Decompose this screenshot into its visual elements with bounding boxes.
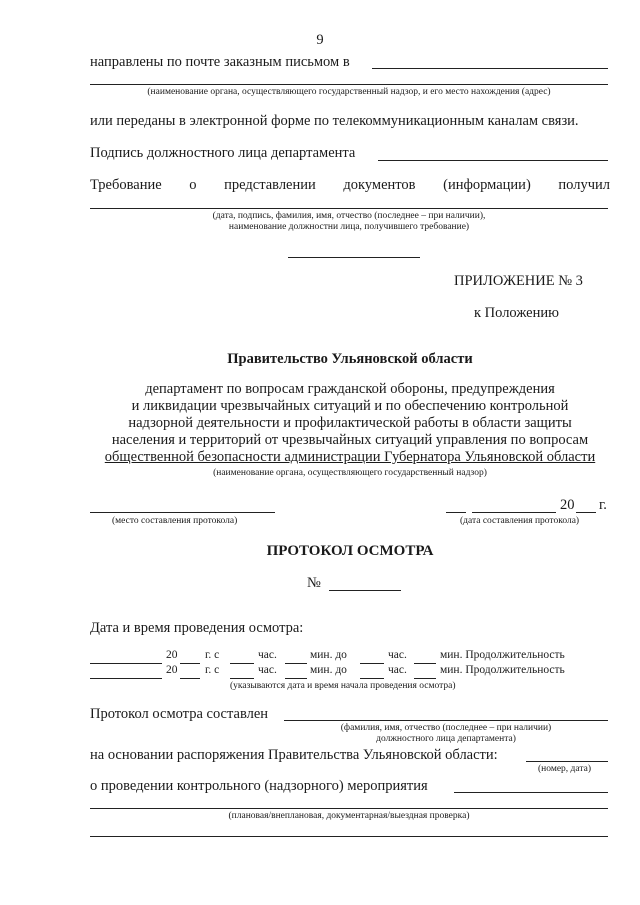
hour-blank: [230, 663, 254, 664]
appendix-title: ПРИЛОЖЕНИЕ № 3: [454, 273, 583, 289]
basis-line: [526, 761, 608, 762]
basis-note: (номер, дата): [538, 764, 591, 774]
compiled-by-note-2: должностного лица департамента): [376, 734, 516, 744]
date-month-line: [472, 512, 556, 513]
sent-by-mail-text: направлены по почте заказным письмом в: [90, 54, 350, 70]
date-note: (дата составления протокола): [460, 516, 580, 526]
row-g-from: г. с: [205, 664, 220, 676]
requirement-word: (информации): [443, 177, 531, 193]
row-duration: мин. Продолжительность: [440, 649, 565, 661]
requirement-note-2: наименование должностни лица, получившего требование): [228, 222, 470, 232]
inspection-time-note: (указываются дата и время начала проведения осмотра): [230, 681, 456, 691]
row-year: 20: [166, 664, 178, 676]
department-line: и ликвидации чрезвычайных ситуаций и по обеспечению контрольной: [131, 398, 569, 414]
date-day-line: [446, 512, 466, 513]
department-line: департамент по вопросам гражданской обороны, предупреждения: [145, 381, 555, 397]
official-signature-text: Подпись должностного лица департамента: [90, 145, 356, 161]
protocol-title: ПРОТОКОЛ ОСМОТРА: [266, 543, 434, 559]
appendix-subtitle: к Положению: [474, 305, 559, 321]
date-blank: [90, 663, 162, 664]
event-line-3: [90, 836, 608, 837]
row-year: 20: [166, 649, 178, 661]
hour-blank: [230, 678, 254, 679]
place-line: [90, 512, 275, 513]
row-g-from: г. с: [205, 649, 220, 661]
minute-blank: [414, 678, 436, 679]
mail-address-note: (наименование органа, осуществляющего государственный надзор, и его место нахождения (адрес): [147, 87, 551, 97]
row-hours: час.: [258, 649, 277, 661]
minute-blank: [285, 663, 307, 664]
year-blank: [180, 663, 200, 664]
year-blank: [180, 678, 200, 679]
date-blank: [90, 678, 162, 679]
requirement-word: Требование: [90, 177, 162, 193]
requirement-line: [90, 177, 610, 194]
event-line: [454, 792, 608, 793]
event-note: (плановая/внеплановая, документарная/выездная проверка): [228, 811, 470, 821]
mail-address-line-2: [90, 84, 608, 85]
inspection-time-label: Дата и время проведения осмотра:: [90, 620, 304, 636]
place-note: (место составления протокола): [112, 516, 238, 526]
basis-text: на основании распоряжения Правительства Ульяновской области:: [90, 747, 498, 763]
row-min-to: мин. до: [310, 664, 347, 676]
row-hours: час.: [388, 649, 407, 661]
department-line: населения и территорий от чрезвычайных ситуаций управления по вопросам: [111, 432, 589, 448]
row-duration: мин. Продолжительность: [440, 664, 565, 676]
department-line: надзорной деятельности и профилактической работы в области защиты: [128, 415, 572, 431]
department-note: (наименование органа, осуществляющего государственный надзор): [213, 468, 487, 478]
date-year-line: [576, 512, 596, 513]
requirement-word: о: [189, 177, 197, 193]
government-name: Правительство Ульяновской области: [227, 351, 473, 367]
sent-electronic-text: или переданы в электронной форме по телекоммуникационным каналам связи.: [90, 113, 579, 129]
event-text: о проведении контрольного (надзорного) мероприятия: [90, 778, 428, 794]
year-suffix: г.: [599, 497, 607, 513]
requirement-note-1: (дата, подпись, фамилия, имя, отчество (последнее – при наличии),: [212, 211, 486, 221]
protocol-number-line: [329, 590, 401, 591]
row-hours: час.: [258, 664, 277, 676]
official-signature-line: [378, 160, 608, 161]
compiled-by-label: Протокол осмотра составлен: [90, 706, 269, 722]
event-line-2: [90, 808, 608, 809]
requirement-word: получил: [558, 177, 610, 193]
hour-blank: [360, 678, 384, 679]
row-min-to: мин. до: [310, 649, 347, 661]
minute-blank: [285, 678, 307, 679]
requirement-signature-line: [90, 208, 608, 209]
section-divider: [288, 257, 420, 258]
row-hours: час.: [388, 664, 407, 676]
requirement-word: представлении: [224, 177, 316, 193]
mail-address-line: [372, 68, 608, 69]
protocol-number-label: №: [307, 575, 321, 591]
minute-blank: [414, 663, 436, 664]
compiled-by-line: [284, 720, 608, 721]
department-line: общественной безопасности администрации Губернатора Ульяновской области: [104, 449, 596, 465]
page-number: 9: [316, 32, 324, 48]
hour-blank: [360, 663, 384, 664]
requirement-word: документов: [343, 177, 416, 193]
year-prefix: 20: [560, 497, 575, 513]
compiled-by-note-1: (фамилия, имя, отчество (последнее – при наличии): [340, 723, 552, 733]
